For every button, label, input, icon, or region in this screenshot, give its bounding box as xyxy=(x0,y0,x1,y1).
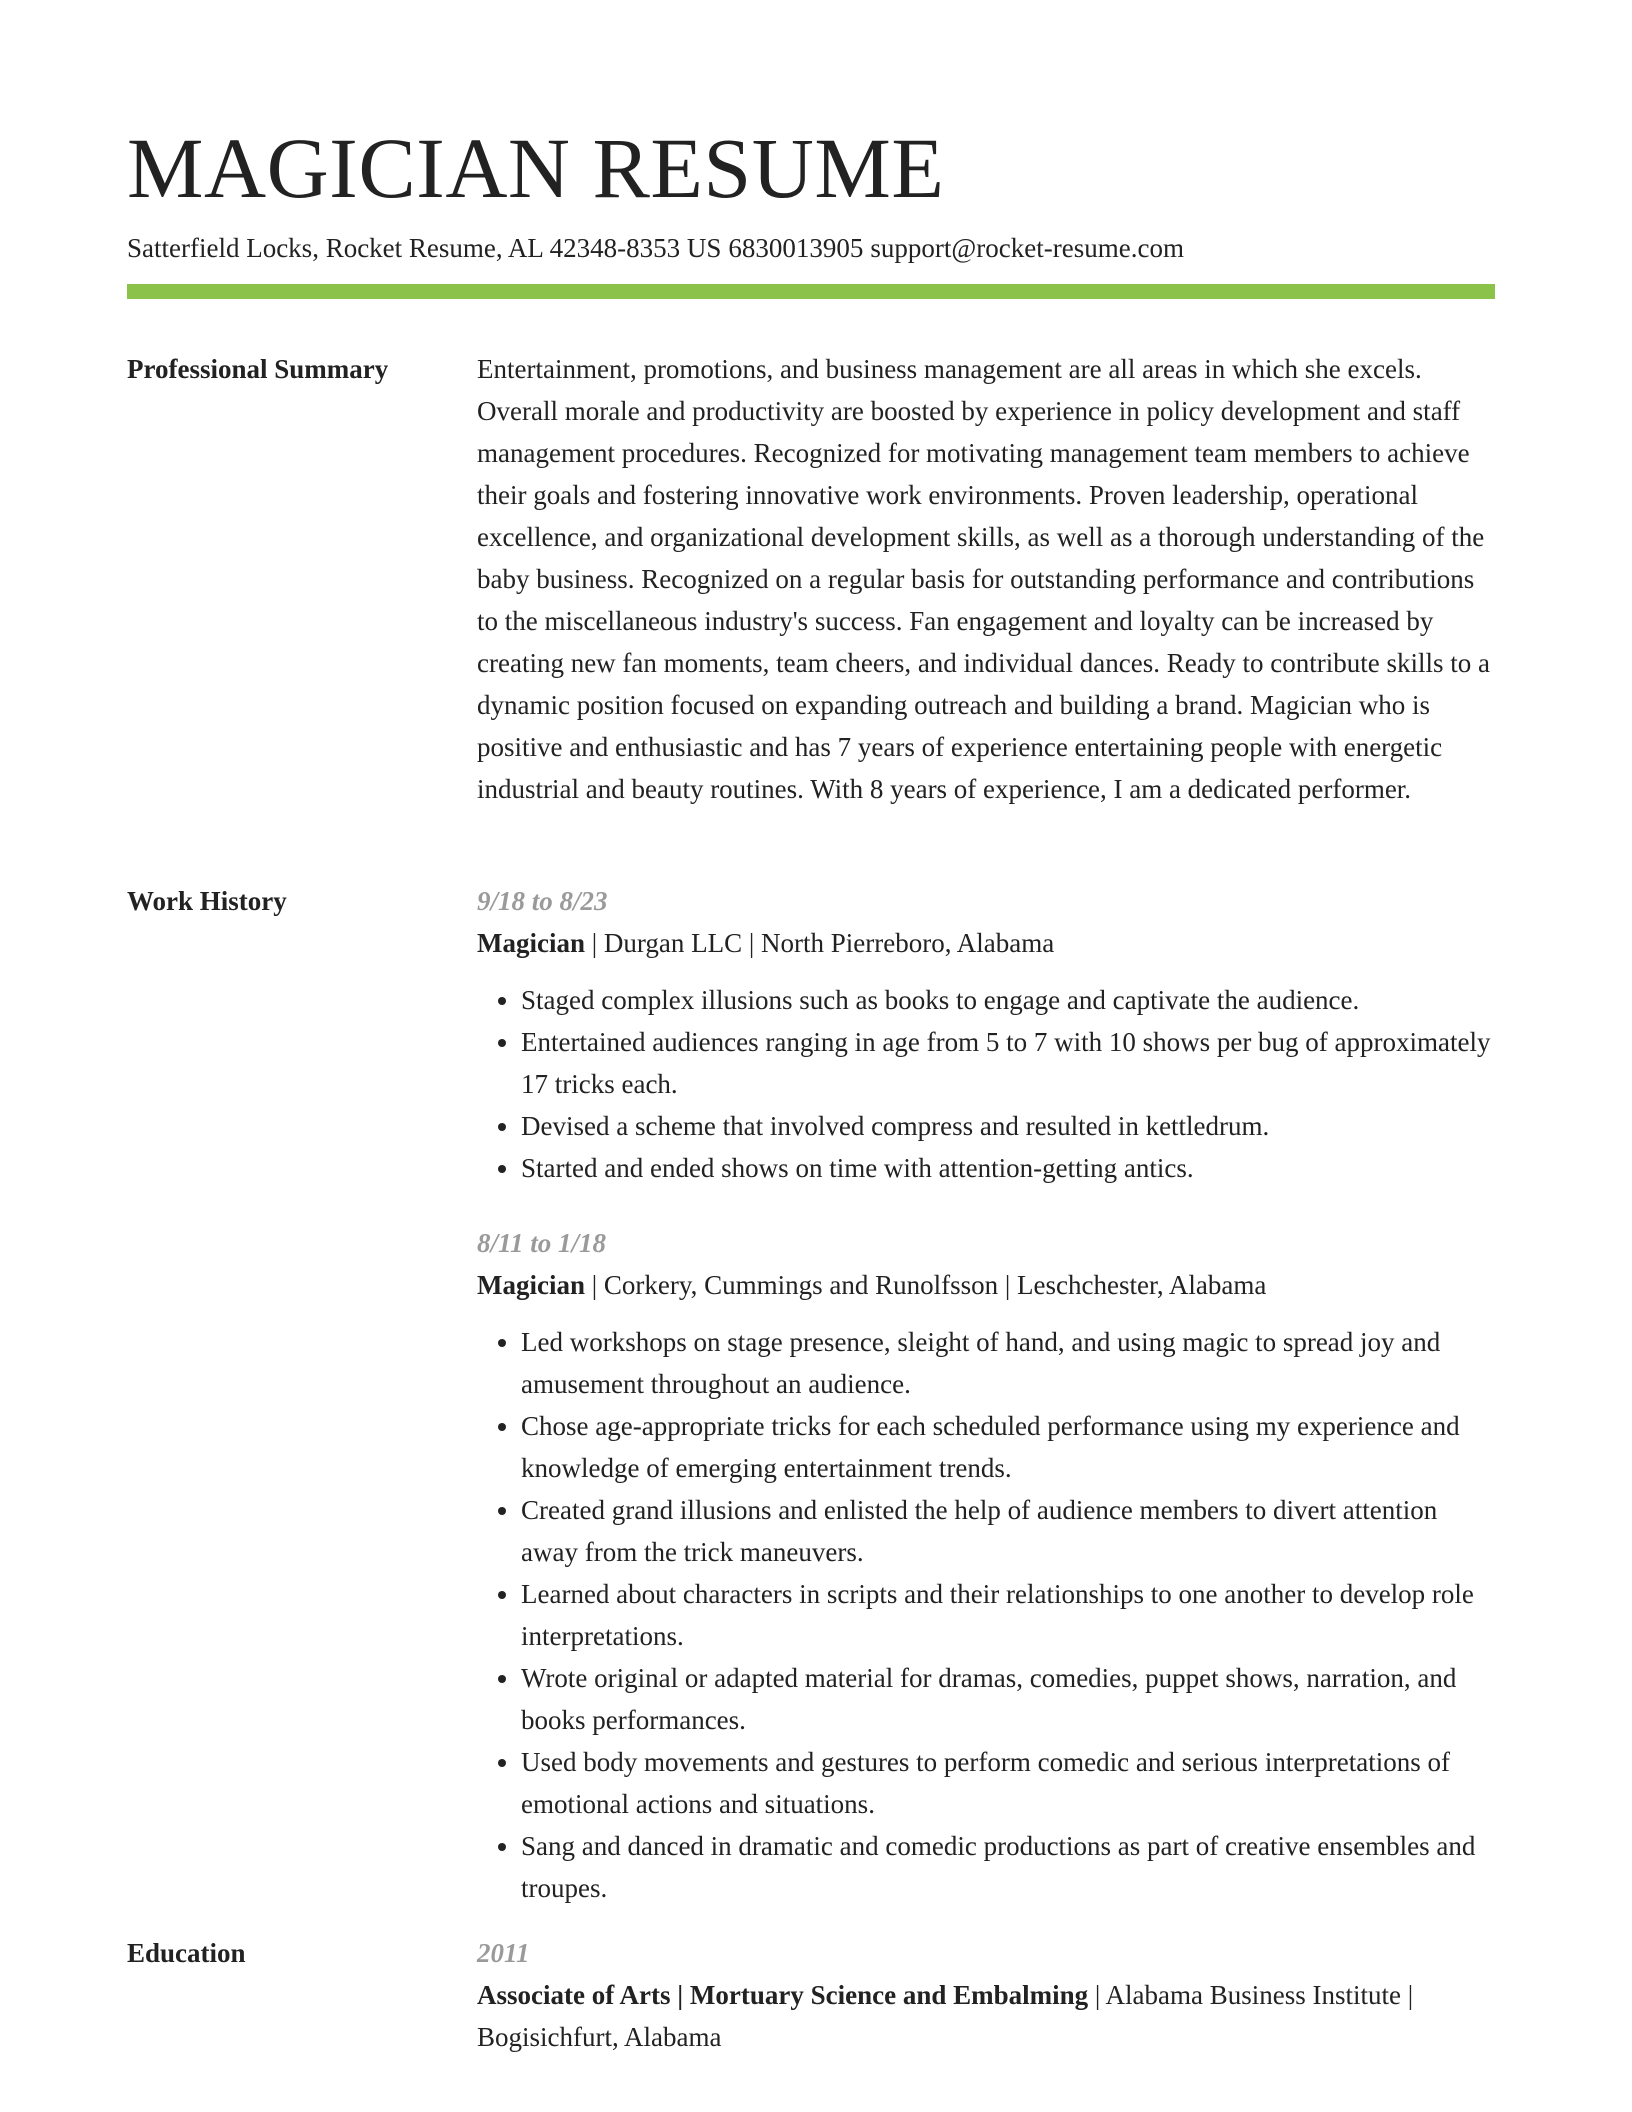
work-history-label: Work History xyxy=(127,886,287,916)
job-dates: 8/11 to 1/18 xyxy=(477,1228,607,1258)
header-divider xyxy=(127,284,1495,299)
job-heading xyxy=(477,922,1495,964)
job-title: Magician xyxy=(477,1270,585,1300)
job-bullet: • Used body movements and gestures to perform comedic and serious interpretations of emotional actions and situations. xyxy=(521,1741,1495,1825)
education-heading xyxy=(477,1974,1495,2058)
job-bullet: • Staged complex illusions such as books to engage and captivate the audience. xyxy=(521,979,1495,1021)
education-year: 2011 xyxy=(477,1938,530,1968)
education-degree: Associate of Arts | Mortuary Science and Embalming xyxy=(477,1980,1089,2010)
summary-text: Entertainment, promotions, and business management are all areas in which she excels. Overall morale and productivity are boosted by experience in policy development and staff management procedures. Recognized for motivating management team members to achieve their goals and fostering innovative work environments. Proven leadership, operational excellence, and organizational development skills, as well as a thorough understanding of the baby business. Recognized on a regular basis for outstanding performance and contributions to the miscellaneous industry's success. Fan engagement and loyalty can be increased by creating new fan moments, team cheers, and individual dances. Ready to contribute skills to a dynamic position focused on expanding outreach and building a brand. Magician who is positive and enthusiastic and has 7 years of experience entertaining people with energetic industrial and beauty routines. With 8 years of experience, I am a dedicated performer. xyxy=(477,354,1490,804)
job-details: | Durgan LLC | North Pierreboro, Alabama xyxy=(585,928,1055,958)
job-title: Magician xyxy=(477,928,585,958)
contact-email: support@rocket-resume.com xyxy=(870,233,1184,263)
job-bullet: • Learned about characters in scripts and their relationships to one another to develop role interpretations. xyxy=(521,1573,1495,1657)
education-label: Education xyxy=(127,1938,246,1968)
job-entry xyxy=(477,1222,1495,1909)
job-bullet: • Devised a scheme that involved compress and resulted in kettledrum. xyxy=(521,1105,1495,1147)
job-bullet: • Chose age-appropriate tricks for each scheduled performance using my experience and knowledge of emerging entertainment trends. xyxy=(521,1405,1495,1489)
job-bullet: • Started and ended shows on time with attention-getting antics. xyxy=(521,1147,1495,1189)
job-bullet: • Sang and danced in dramatic and comedic productions as part of creative ensembles and troupes. xyxy=(521,1825,1495,1909)
job-entry xyxy=(477,880,1495,1189)
job-bullet: • Led workshops on stage presence, sleight of hand, and using magic to spread joy and amusement throughout an audience. xyxy=(521,1321,1495,1405)
job-dates: 9/18 to 8/23 xyxy=(477,886,608,916)
contact-phone: 6830013905 xyxy=(728,233,864,263)
contact-line xyxy=(127,230,1184,266)
job-bullet: • Wrote original or adapted material for dramas, comedies, puppet shows, narration, and books performances. xyxy=(521,1657,1495,1741)
job-bullets xyxy=(477,1321,1495,1909)
resume-title: MAGICIAN RESUME xyxy=(127,120,945,216)
education-details: | Alabama Business Institute | Bogisichfurt, Alabama xyxy=(477,1980,1414,2052)
job-details: | Corkery, Cummings and Runolfsson | Leschchester, Alabama xyxy=(585,1270,1267,1300)
summary-label: Professional Summary xyxy=(127,354,389,384)
contact-address: Satterfield Locks, Rocket Resume, AL 42348-8353 US xyxy=(127,233,722,263)
education-body xyxy=(477,1932,1495,2058)
job-bullet: • Entertained audiences ranging in age from 5 to 7 with 10 shows per bug of approximately 17 tricks each. xyxy=(521,1021,1495,1105)
job-bullets xyxy=(477,979,1495,1189)
work-history-body xyxy=(477,880,1495,1909)
summary-body xyxy=(477,348,1495,810)
job-bullet: • Created grand illusions and enlisted the help of audience members to divert attention away from the trick maneuvers. xyxy=(521,1489,1495,1573)
job-heading xyxy=(477,1264,1495,1306)
